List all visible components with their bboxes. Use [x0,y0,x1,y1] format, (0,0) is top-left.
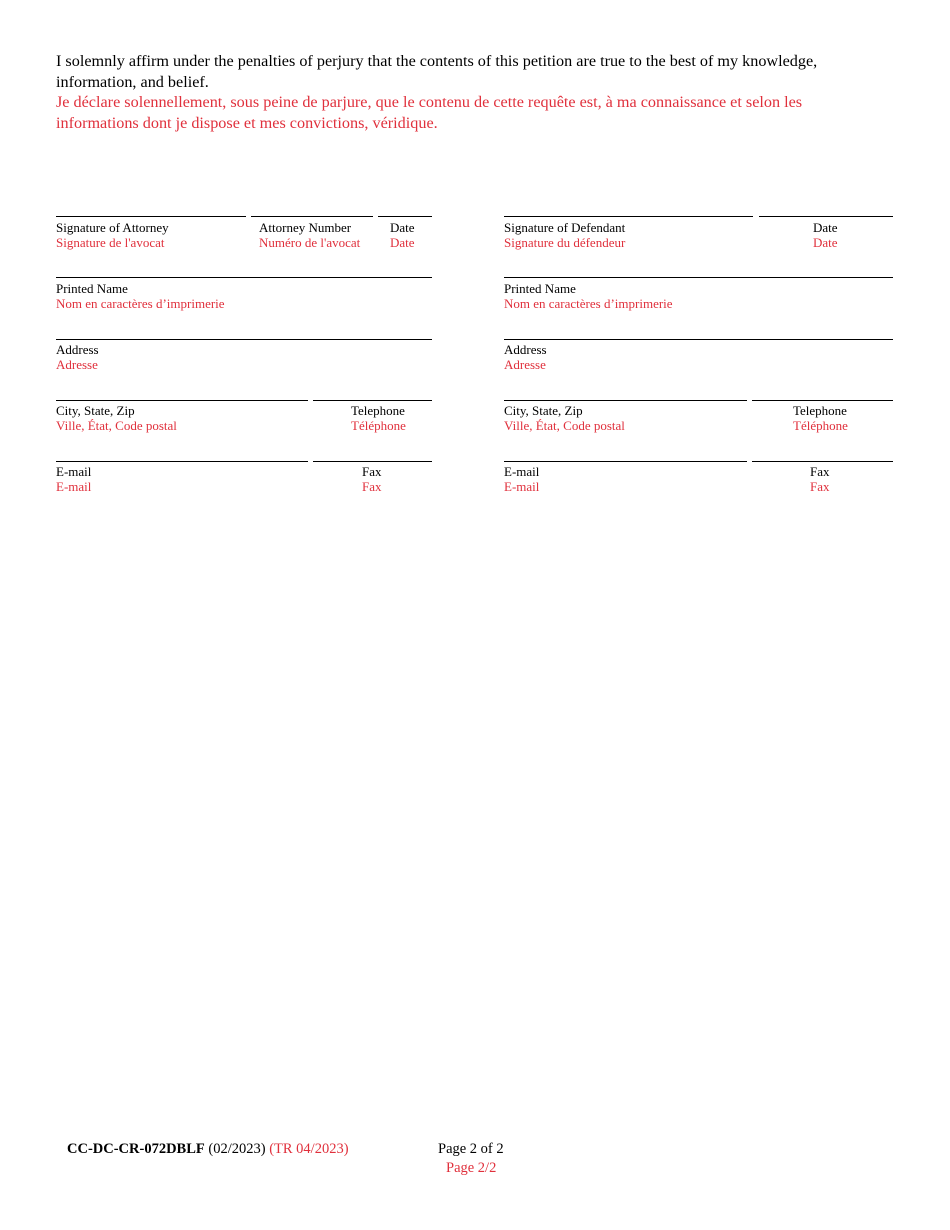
attorney-fax-field[interactable] [313,461,432,462]
attorney-signature-label: Signature of Attorney [56,220,169,235]
defendant-signature-field[interactable] [504,216,753,217]
attorney-address-label: Address [56,342,99,357]
page-number: Page 2 of 2 [438,1141,504,1157]
attorney-city-field[interactable] [56,400,308,401]
defendant-signature-label: Signature of Defendant [504,220,626,235]
attorney-signature-label-fr: Signature de l'avocat [56,235,165,250]
defendant-date-field[interactable] [759,216,893,217]
attorney-telephone-label-fr: Téléphone [351,418,406,433]
defendant-city-field[interactable] [504,400,747,401]
defendant-fax-label-fr: Fax [810,479,830,494]
attorney-fax-label: Fax [362,464,382,479]
defendant-address-label: Address [504,342,547,357]
defendant-telephone-field[interactable] [752,400,893,401]
form-code: CC-DC-CR-072DBLF [67,1141,205,1157]
defendant-email-field[interactable] [504,461,747,462]
defendant-date-label: Date [813,220,838,235]
defendant-printed-name-label: Printed Name [504,281,576,296]
attorney-number-field[interactable] [251,216,373,217]
defendant-email-label: E-mail [504,464,540,479]
attorney-printed-name-label: Printed Name [56,281,128,296]
attorney-number-label: Attorney Number [259,220,352,235]
attorney-printed-name-field[interactable] [56,277,432,278]
defendant-signature-label-fr: Signature du défendeur [504,235,626,250]
defendant-fax-field[interactable] [752,461,893,462]
attorney-telephone-label: Telephone [351,403,405,418]
attorney-date-field[interactable] [378,216,432,217]
defendant-address-label-fr: Adresse [504,357,546,372]
defendant-date-label-fr: Date [813,235,838,250]
attorney-date-label: Date [390,220,415,235]
form-identifier [67,1140,349,1159]
defendant-city-label-fr: Ville, État, Code postal [504,418,625,433]
affirmation-french: Je déclare solennellement, sous peine de parjure, que le contenu de cette requête est, à ma connaissance et selon les informations dont je dispose et mes convictions, véridique. [56,93,803,132]
form-revision: (02/2023) [208,1141,266,1157]
defendant-telephone-label-fr: Téléphone [793,418,848,433]
attorney-city-label: City, State, Zip [56,403,135,418]
attorney-email-label: E-mail [56,464,92,479]
attorney-address-label-fr: Adresse [56,357,98,372]
attorney-address-field[interactable] [56,339,432,340]
attorney-email-field[interactable] [56,461,308,462]
attorney-signature-field[interactable] [56,216,246,217]
attorney-number-label-fr: Numéro de l'avocat [259,235,361,250]
defendant-fax-label: Fax [810,464,830,479]
defendant-printed-name-label-fr: Nom en caractères d’imprimerie [504,296,673,311]
attorney-telephone-field[interactable] [313,400,432,401]
defendant-telephone-label: Telephone [793,403,847,418]
attorney-date-label-fr: Date [390,235,415,250]
page-number-fr: Page 2/2 [446,1160,497,1176]
defendant-printed-name-field[interactable] [504,277,893,278]
attorney-city-label-fr: Ville, État, Code postal [56,418,177,433]
form-translation: (TR 04/2023) [269,1141,349,1157]
defendant-city-label: City, State, Zip [504,403,583,418]
affirmation-english: I solemnly affirm under the penalties of perjury that the contents of this petition are true to the best of my knowledge, information, and belief. [56,52,818,91]
attorney-printed-name-label-fr: Nom en caractères d’imprimerie [56,296,225,311]
attorney-email-label-fr: E-mail [56,479,92,494]
defendant-email-label-fr: E-mail [504,479,540,494]
attorney-fax-label-fr: Fax [362,479,382,494]
defendant-address-field[interactable] [504,339,893,340]
